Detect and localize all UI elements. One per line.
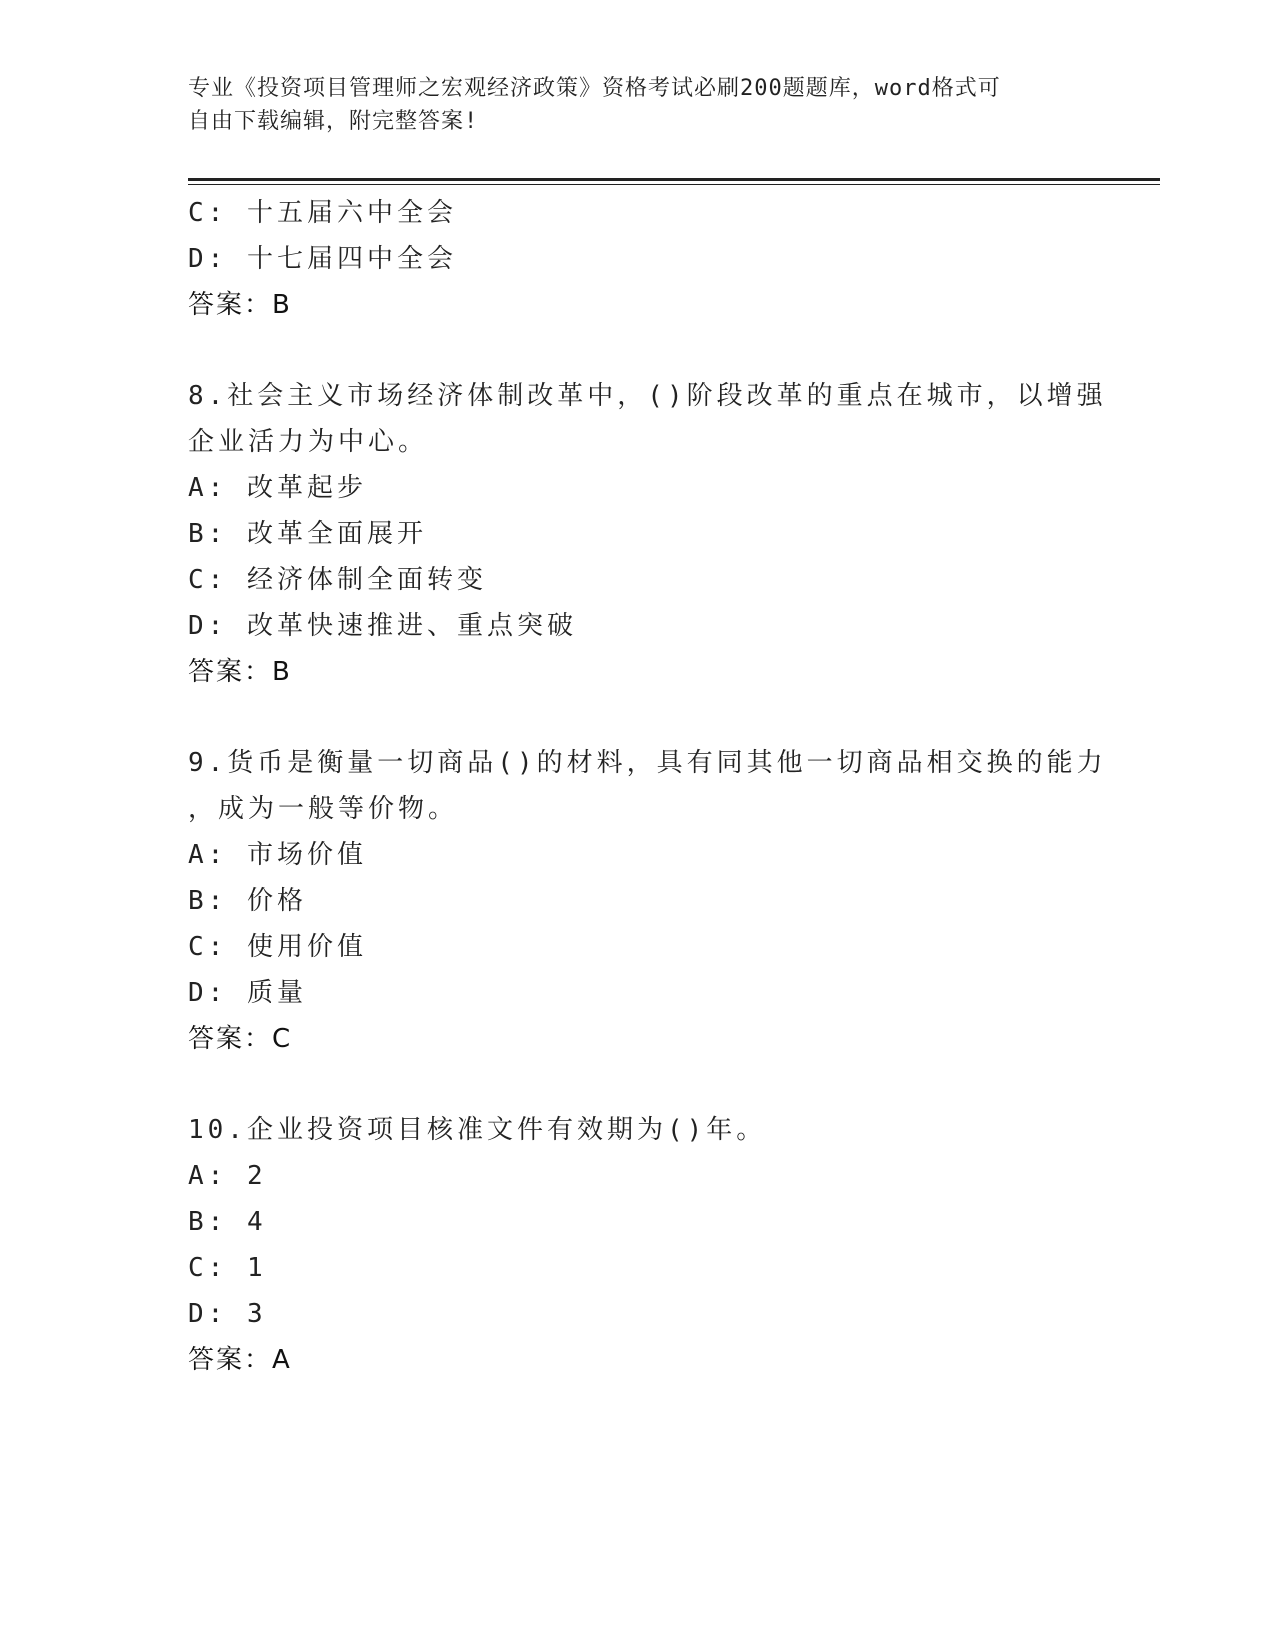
option-d: D: 质量 <box>188 978 307 1008</box>
option-b: B: 改革全面展开 <box>188 519 427 549</box>
option-b: B: 4 <box>188 1207 267 1237</box>
option-d: D: 3 <box>188 1299 267 1329</box>
question-8 <box>188 373 1107 695</box>
option-a: A: 2 <box>188 1161 267 1191</box>
header-line-2: 自由下载编辑，附完整答案! <box>188 109 479 134</box>
question-gap <box>188 1062 1088 1107</box>
option-c: C: 经济体制全面转变 <box>188 565 487 595</box>
header-divider-thin <box>188 184 1160 185</box>
question-stem-line-2: 企业活力为中心。 <box>188 427 429 457</box>
option-b: B: 价格 <box>188 886 307 916</box>
question-7-tail <box>188 190 1088 328</box>
question-stem-line-1: 10.企业投资项目核准文件有效期为()年。 <box>188 1115 767 1145</box>
header-line-1: 专业《投资项目管理师之宏观经济政策》资格考试必刷200题题库，word格式可 <box>188 76 1001 101</box>
question-gap <box>188 328 1088 373</box>
question-stem-line-1: 9.货币是衡量一切商品()的材料，具有同其他一切商品相交换的能力 <box>188 748 1107 778</box>
option-a: A: 改革起步 <box>188 473 367 503</box>
option-c: C: 1 <box>188 1253 267 1283</box>
option-a: A: 市场价值 <box>188 840 367 870</box>
question-stem-line-1: 8.社会主义市场经济体制改革中，()阶段改革的重点在城市，以增强 <box>188 381 1107 411</box>
answer-line: 答案：B <box>188 290 292 320</box>
answer-line: 答案：A <box>188 1345 292 1375</box>
answer-line: 答案：C <box>188 1024 293 1054</box>
answer-line: 答案：B <box>188 657 292 687</box>
question-gap <box>188 695 1088 740</box>
option-d: D: 十七届四中全会 <box>188 244 457 274</box>
question-10 <box>188 1107 1088 1383</box>
document-header <box>188 72 1068 138</box>
option-c: C: 十五届六中全会 <box>188 198 457 228</box>
question-stem-line-2: ，成为一般等价物。 <box>188 794 459 824</box>
header-divider-thick <box>188 178 1160 181</box>
question-9 <box>188 740 1107 1062</box>
option-d: D: 改革快速推进、重点突破 <box>188 611 577 641</box>
question-list <box>188 190 1107 1383</box>
option-c: C: 使用价值 <box>188 932 367 962</box>
